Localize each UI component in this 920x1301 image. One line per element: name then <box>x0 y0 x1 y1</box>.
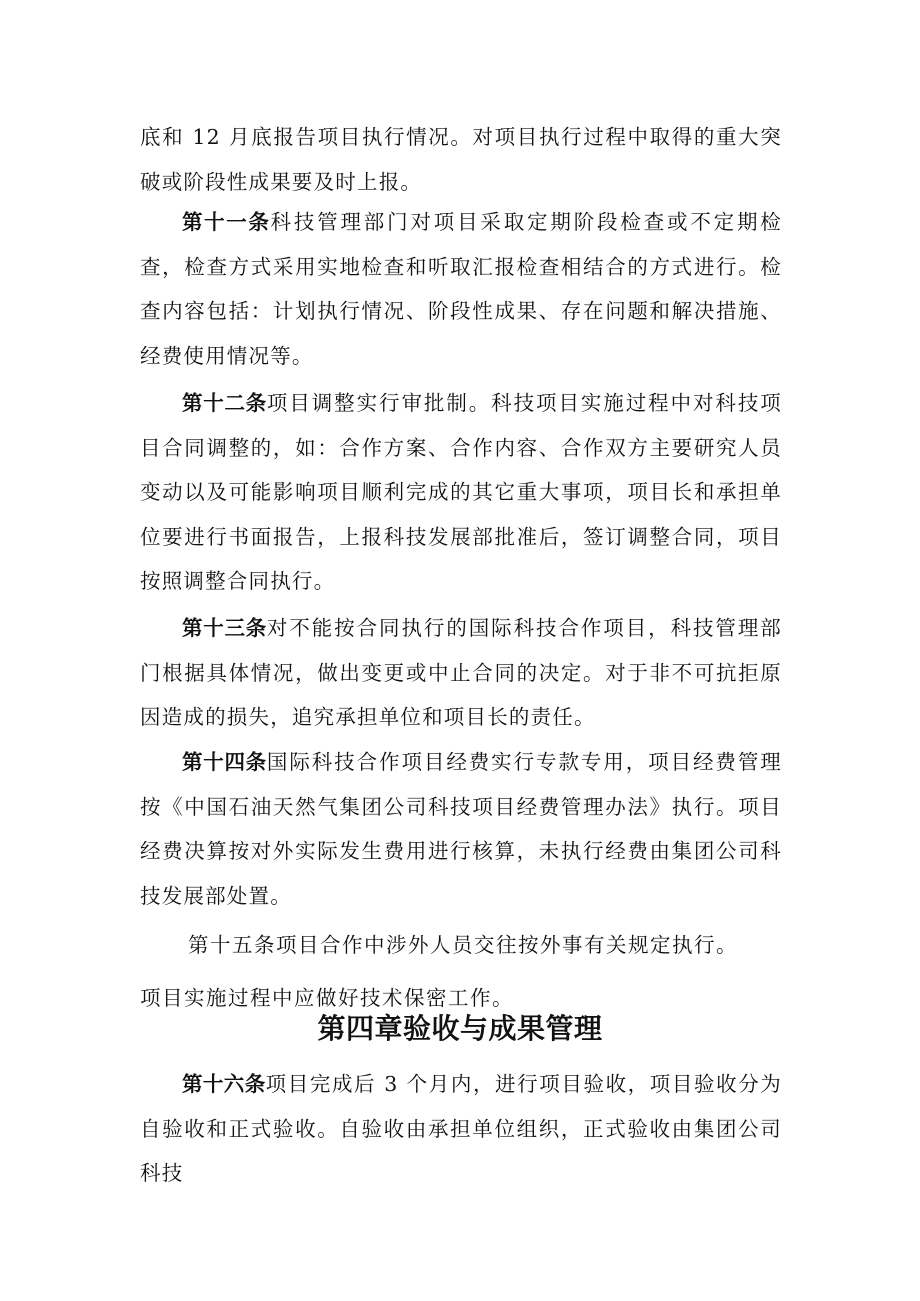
article-12-label: 第十二条 <box>182 391 267 415</box>
article-15-continuation: 项目实施过程中应做好技术保密工作。 <box>140 986 514 1010</box>
chapter-4-heading: 第四章验收与成果管理 <box>317 1012 603 1045</box>
article-16-text: 项目完成后 3 个月内，进行项目验收，项目验收分为自验收和正式验收。自验收由承担单位组织，正式验收由集团公司科技 <box>140 1072 783 1185</box>
article-16-label: 第十六条 <box>182 1072 266 1096</box>
article-16 <box>140 1062 782 1196</box>
article-11-label: 第十一条 <box>182 210 271 234</box>
article-12 <box>140 381 782 604</box>
article-12-text: 项目调整实行审批制。科技项目实施过程中对科技项目合同调整的，如：合作方案、合作内容、合作双方主要研究人员变动以及可能影响项目顺利完成的其它重大事项，项目长和承担单位要进行书面报告，上报科技发展部批准后，签订调整合同，项目按照调整合同执行。 <box>140 391 782 593</box>
article-14 <box>140 740 782 918</box>
article-13-text: 对不能按合同执行的国际科技合作项目，科技管理部门根据具体情况，做出变更或中止合同的决定。对于非不可抗拒原因造成的损失，追究承担单位和项目长的责任。 <box>140 616 782 729</box>
article-13-label: 第十三条 <box>182 616 267 640</box>
article-13 <box>140 606 782 740</box>
article-14-text: 国际科技合作项目经费实行专款专用，项目经费管理按《中国石油天然气集团公司科技项目经费管理办法》执行。项目经费决算按对外实际发生费用进行核算，未执行经费由集团公司科技发展部处置。 <box>140 750 782 908</box>
article-11 <box>140 200 782 378</box>
intro-paragraph <box>140 115 782 204</box>
article-14-label: 第十四条 <box>182 750 267 774</box>
article-15: 第十五条项目合作中涉外人员交往按外事有关规定执行。 <box>188 933 738 957</box>
intro-text: 底和 12 月底报告项目执行情况。对项目执行过程中取得的重大突破或阶段性成果要及时上报。 <box>140 125 782 194</box>
article-11-text: 科技管理部门对项目采取定期阶段检查或不定期检查，检查方式采用实地检查和听取汇报检查相结合的方式进行。检查内容包括：计划执行情况、阶段性成果、存在问题和解决措施、经费使用情况等。 <box>140 210 782 368</box>
